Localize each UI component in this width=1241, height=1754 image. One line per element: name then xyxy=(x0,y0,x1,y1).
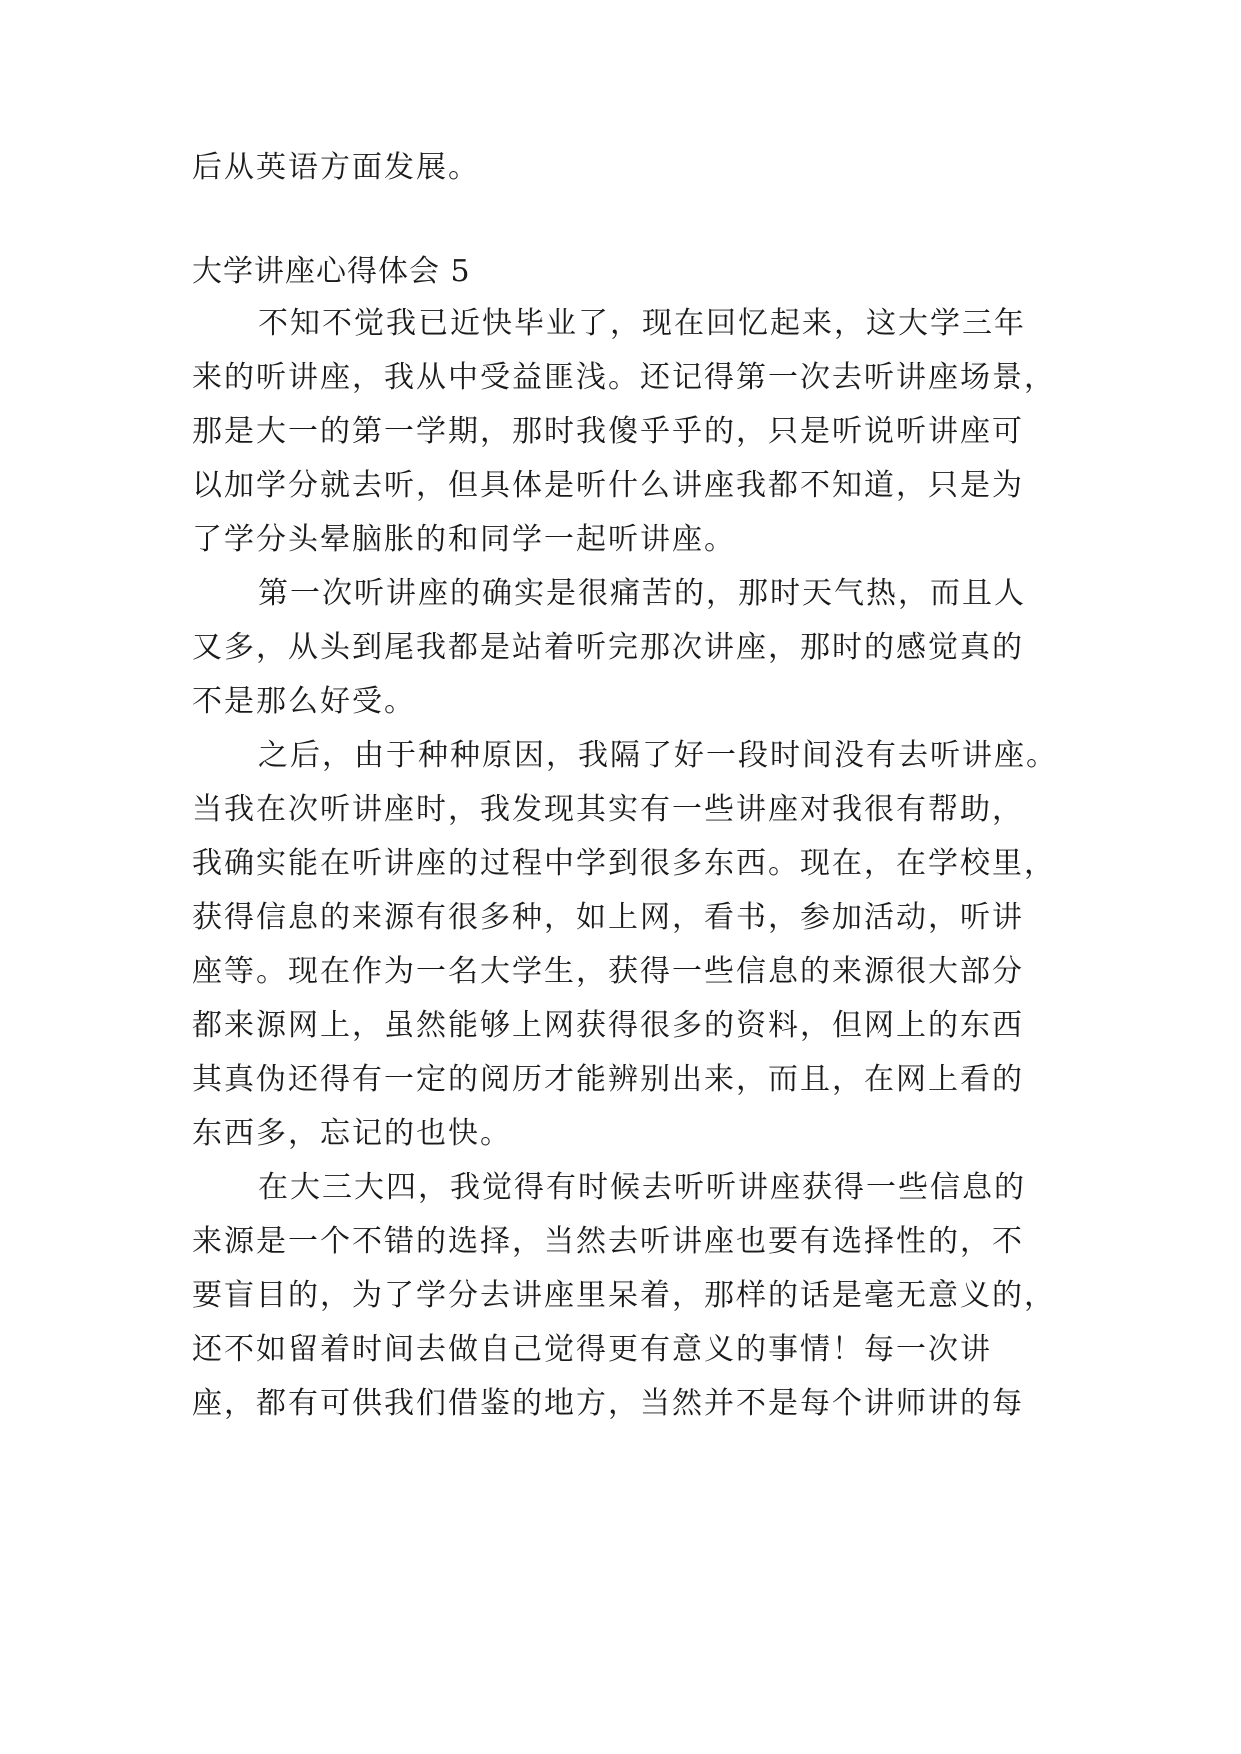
paragraph-line: 在大三大四，我觉得有时候去听听讲座获得一些信息的 xyxy=(258,1170,1026,1205)
paragraph-line: 座等。现在作为一名大学生，获得一些信息的来源很大部分 xyxy=(192,954,1024,989)
paragraph-line: 都来源网上，虽然能够上网获得很多的资料，但网上的东西 xyxy=(192,1008,1024,1043)
paragraph-line: 以加学分就去听，但具体是听什么讲座我都不知道，只是为 xyxy=(192,468,1024,503)
paragraph-line: 不是那么好受。 xyxy=(192,684,416,719)
paragraph-line: 东西多，忘记的也快。 xyxy=(192,1116,512,1151)
paragraph-line: 当我在次听讲座时，我发现其实有一些讲座对我很有帮助， xyxy=(192,792,1024,827)
paragraph-line: 之后，由于种种原因，我隔了好一段时间没有去听讲座。 xyxy=(258,738,1058,773)
paragraph-line: 还不如留着时间去做自己觉得更有意义的事情！每一次讲 xyxy=(192,1332,992,1367)
paragraph-line: 其真伪还得有一定的阅历才能辨别出来，而且，在网上看的 xyxy=(192,1062,1024,1097)
paragraph-line: 第一次听讲座的确实是很痛苦的，那时天气热，而且人 xyxy=(258,576,1026,611)
section-heading: 大学讲座心得体会 5 xyxy=(192,254,471,289)
carryover-text: 后从英语方面发展。 xyxy=(192,150,480,185)
paragraph-line: 我确实能在听讲座的过程中学到很多东西。现在，在学校里， xyxy=(192,846,1056,881)
paragraph-line: 座，都有可供我们借鉴的地方，当然并不是每个讲师讲的每 xyxy=(192,1386,1024,1421)
paragraph-line: 不知不觉我已近快毕业了，现在回忆起来，这大学三年 xyxy=(258,306,1026,341)
paragraph-line: 那是大一的第一学期，那时我傻乎乎的，只是听说听讲座可 xyxy=(192,414,1024,449)
paragraph-line: 获得信息的来源有很多种，如上网，看书，参加活动，听讲 xyxy=(192,900,1024,935)
paragraph-line: 了学分头晕脑胀的和同学一起听讲座。 xyxy=(192,522,736,557)
paragraph-line: 来的听讲座，我从中受益匪浅。还记得第一次去听讲座场景， xyxy=(192,360,1056,395)
paragraph-line: 又多，从头到尾我都是站着听完那次讲座，那时的感觉真的 xyxy=(192,630,1024,665)
paragraph-line: 来源是一个不错的选择，当然去听讲座也要有选择性的，不 xyxy=(192,1224,1024,1259)
paragraph-line: 要盲目的，为了学分去讲座里呆着，那样的话是毫无意义的， xyxy=(192,1278,1056,1313)
